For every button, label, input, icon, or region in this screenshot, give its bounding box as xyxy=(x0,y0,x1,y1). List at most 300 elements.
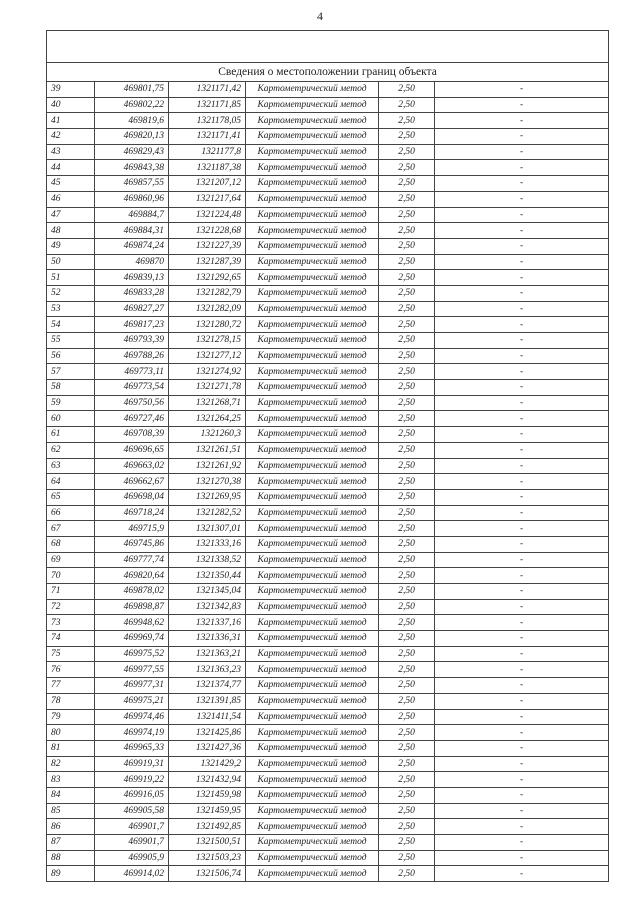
accuracy-cell: 2,50 xyxy=(379,819,435,835)
table-row xyxy=(47,411,609,427)
point-number-cell: 52 xyxy=(47,285,95,301)
table-row xyxy=(47,207,609,223)
table-row xyxy=(47,317,609,333)
point-number-cell: 79 xyxy=(47,709,95,725)
point-number-cell: 68 xyxy=(47,536,95,552)
point-number-cell: 74 xyxy=(47,631,95,647)
method-cell: Картометрический метод xyxy=(246,646,379,662)
method-cell: Картометрический метод xyxy=(246,568,379,584)
accuracy-cell: 2,50 xyxy=(379,646,435,662)
accuracy-cell: 2,50 xyxy=(379,850,435,866)
accuracy-cell: 2,50 xyxy=(379,458,435,474)
description-cell: - xyxy=(435,725,609,741)
point-number-cell: 45 xyxy=(47,176,95,192)
description-cell: - xyxy=(435,191,609,207)
coordinate-x-cell: 469817,23 xyxy=(95,317,169,333)
description-cell: - xyxy=(435,474,609,490)
coordinate-x-cell: 469696,65 xyxy=(95,442,169,458)
description-cell: - xyxy=(435,427,609,443)
coordinate-x-cell: 469827,27 xyxy=(95,301,169,317)
coordinate-y-cell: 1321492,85 xyxy=(169,819,246,835)
table-row xyxy=(47,270,609,286)
point-number-cell: 84 xyxy=(47,787,95,803)
method-cell: Картометрический метод xyxy=(246,819,379,835)
coordinate-x-cell: 469898,87 xyxy=(95,599,169,615)
description-cell: - xyxy=(435,709,609,725)
table-row xyxy=(47,552,609,568)
method-cell: Картометрический метод xyxy=(246,474,379,490)
accuracy-cell: 2,50 xyxy=(379,521,435,537)
table-header: Сведения о местоположении границ объекта xyxy=(47,63,609,82)
accuracy-cell: 2,50 xyxy=(379,536,435,552)
coordinate-y-cell: 1321374,77 xyxy=(169,678,246,694)
method-cell: Картометрический метод xyxy=(246,82,379,98)
table-row xyxy=(47,772,609,788)
table-row xyxy=(47,254,609,270)
point-number-cell: 69 xyxy=(47,552,95,568)
method-cell: Картометрический метод xyxy=(246,693,379,709)
accuracy-cell: 2,50 xyxy=(379,176,435,192)
accuracy-cell: 2,50 xyxy=(379,97,435,113)
description-cell: - xyxy=(435,442,609,458)
point-number-cell: 76 xyxy=(47,662,95,678)
coordinate-y-cell: 1321391,85 xyxy=(169,693,246,709)
method-cell: Картометрический метод xyxy=(246,552,379,568)
method-cell: Картометрический метод xyxy=(246,725,379,741)
description-cell: - xyxy=(435,160,609,176)
coordinate-y-cell: 1321277,12 xyxy=(169,348,246,364)
method-cell: Картометрический метод xyxy=(246,317,379,333)
table-row xyxy=(47,584,609,600)
accuracy-cell: 2,50 xyxy=(379,160,435,176)
table-row xyxy=(47,364,609,380)
point-number-cell: 82 xyxy=(47,756,95,772)
point-number-cell: 40 xyxy=(47,97,95,113)
point-number-cell: 87 xyxy=(47,835,95,851)
table-header-empty-row xyxy=(47,31,609,63)
point-number-cell: 70 xyxy=(47,568,95,584)
coordinate-y-cell: 1321342,83 xyxy=(169,599,246,615)
table-row xyxy=(47,176,609,192)
method-cell: Картометрический метод xyxy=(246,662,379,678)
point-number-cell: 60 xyxy=(47,411,95,427)
coordinate-y-cell: 1321459,98 xyxy=(169,787,246,803)
table-row xyxy=(47,521,609,537)
boundary-table xyxy=(46,30,609,882)
description-cell: - xyxy=(435,207,609,223)
accuracy-cell: 2,50 xyxy=(379,740,435,756)
table-row xyxy=(47,238,609,254)
accuracy-cell: 2,50 xyxy=(379,380,435,396)
coordinate-x-cell: 469833,28 xyxy=(95,285,169,301)
point-number-cell: 88 xyxy=(47,850,95,866)
method-cell: Картометрический метод xyxy=(246,191,379,207)
table-row xyxy=(47,709,609,725)
method-cell: Картометрический метод xyxy=(246,709,379,725)
coordinate-x-cell: 469820,64 xyxy=(95,568,169,584)
accuracy-cell: 2,50 xyxy=(379,505,435,521)
coordinate-x-cell: 469914,02 xyxy=(95,866,169,882)
coordinate-y-cell: 1321264,25 xyxy=(169,411,246,427)
coordinate-x-cell: 469773,11 xyxy=(95,364,169,380)
description-cell: - xyxy=(435,631,609,647)
method-cell: Картометрический метод xyxy=(246,270,379,286)
accuracy-cell: 2,50 xyxy=(379,631,435,647)
coordinate-y-cell: 1321271,78 xyxy=(169,380,246,396)
point-number-cell: 65 xyxy=(47,489,95,505)
coordinate-x-cell: 469919,31 xyxy=(95,756,169,772)
method-cell: Картометрический метод xyxy=(246,521,379,537)
point-number-cell: 49 xyxy=(47,238,95,254)
coordinate-y-cell: 1321411,54 xyxy=(169,709,246,725)
table-row xyxy=(47,160,609,176)
coordinate-y-cell: 1321425,86 xyxy=(169,725,246,741)
description-cell: - xyxy=(435,411,609,427)
description-cell: - xyxy=(435,740,609,756)
point-number-cell: 58 xyxy=(47,380,95,396)
method-cell: Картометрический метод xyxy=(246,536,379,552)
description-cell: - xyxy=(435,615,609,631)
description-cell: - xyxy=(435,678,609,694)
table-row xyxy=(47,489,609,505)
accuracy-cell: 2,50 xyxy=(379,223,435,239)
description-cell: - xyxy=(435,552,609,568)
coordinate-y-cell: 1321269,95 xyxy=(169,489,246,505)
point-number-cell: 72 xyxy=(47,599,95,615)
table-row xyxy=(47,850,609,866)
table-row xyxy=(47,144,609,160)
accuracy-cell: 2,50 xyxy=(379,803,435,819)
description-cell: - xyxy=(435,113,609,129)
accuracy-cell: 2,50 xyxy=(379,427,435,443)
coordinate-x-cell: 469843,38 xyxy=(95,160,169,176)
coordinate-x-cell: 469745,86 xyxy=(95,536,169,552)
point-number-cell: 42 xyxy=(47,129,95,145)
table-row xyxy=(47,97,609,113)
coordinate-x-cell: 469977,31 xyxy=(95,678,169,694)
method-cell: Картометрический метод xyxy=(246,97,379,113)
point-number-cell: 71 xyxy=(47,584,95,600)
page-number: 4 xyxy=(317,9,323,23)
table-row xyxy=(47,301,609,317)
point-number-cell: 77 xyxy=(47,678,95,694)
accuracy-cell: 2,50 xyxy=(379,678,435,694)
accuracy-cell: 2,50 xyxy=(379,191,435,207)
accuracy-cell: 2,50 xyxy=(379,552,435,568)
method-cell: Картометрический метод xyxy=(246,144,379,160)
accuracy-cell: 2,50 xyxy=(379,442,435,458)
method-cell: Картометрический метод xyxy=(246,442,379,458)
coordinate-x-cell: 469698,04 xyxy=(95,489,169,505)
table-row xyxy=(47,505,609,521)
description-cell: - xyxy=(435,270,609,286)
point-number-cell: 62 xyxy=(47,442,95,458)
point-number-cell: 55 xyxy=(47,333,95,349)
coordinate-x-cell: 469884,7 xyxy=(95,207,169,223)
table-row xyxy=(47,82,609,98)
method-cell: Картометрический метод xyxy=(246,129,379,145)
coordinate-y-cell: 1321261,92 xyxy=(169,458,246,474)
point-number-cell: 83 xyxy=(47,772,95,788)
coordinate-y-cell: 1321187,38 xyxy=(169,160,246,176)
description-cell: - xyxy=(435,458,609,474)
table-row xyxy=(47,756,609,772)
coordinate-x-cell: 469857,55 xyxy=(95,176,169,192)
method-cell: Картометрический метод xyxy=(246,395,379,411)
accuracy-cell: 2,50 xyxy=(379,835,435,851)
coordinate-x-cell: 469977,55 xyxy=(95,662,169,678)
description-cell: - xyxy=(435,835,609,851)
description-cell: - xyxy=(435,693,609,709)
accuracy-cell: 2,50 xyxy=(379,584,435,600)
table-row xyxy=(47,568,609,584)
description-cell: - xyxy=(435,489,609,505)
point-number-cell: 57 xyxy=(47,364,95,380)
method-cell: Картометрический метод xyxy=(246,364,379,380)
description-cell: - xyxy=(435,850,609,866)
accuracy-cell: 2,50 xyxy=(379,285,435,301)
coordinate-y-cell: 1321280,72 xyxy=(169,317,246,333)
coordinate-x-cell: 469801,75 xyxy=(95,82,169,98)
coordinate-x-cell: 469663,02 xyxy=(95,458,169,474)
coordinate-x-cell: 469870 xyxy=(95,254,169,270)
description-cell: - xyxy=(435,819,609,835)
accuracy-cell: 2,50 xyxy=(379,568,435,584)
point-number-cell: 51 xyxy=(47,270,95,286)
method-cell: Картометрический метод xyxy=(246,599,379,615)
coordinate-x-cell: 469975,52 xyxy=(95,646,169,662)
point-number-cell: 43 xyxy=(47,144,95,160)
header-top-cell xyxy=(47,31,609,63)
point-number-cell: 46 xyxy=(47,191,95,207)
coordinate-y-cell: 1321427,36 xyxy=(169,740,246,756)
description-cell: - xyxy=(435,129,609,145)
point-number-cell: 47 xyxy=(47,207,95,223)
coordinate-y-cell: 1321224,48 xyxy=(169,207,246,223)
table-row xyxy=(47,348,609,364)
accuracy-cell: 2,50 xyxy=(379,207,435,223)
method-cell: Картометрический метод xyxy=(246,348,379,364)
method-cell: Картометрический метод xyxy=(246,285,379,301)
table-row xyxy=(47,866,609,882)
description-cell: - xyxy=(435,521,609,537)
coordinate-x-cell: 469965,33 xyxy=(95,740,169,756)
accuracy-cell: 2,50 xyxy=(379,662,435,678)
coordinate-y-cell: 1321282,09 xyxy=(169,301,246,317)
point-number-cell: 53 xyxy=(47,301,95,317)
point-number-cell: 50 xyxy=(47,254,95,270)
description-cell: - xyxy=(435,787,609,803)
table-row xyxy=(47,599,609,615)
table-row xyxy=(47,129,609,145)
coordinate-y-cell: 1321500,51 xyxy=(169,835,246,851)
table-row xyxy=(47,740,609,756)
description-cell: - xyxy=(435,364,609,380)
accuracy-cell: 2,50 xyxy=(379,725,435,741)
coordinate-x-cell: 469662,67 xyxy=(95,474,169,490)
coordinate-x-cell: 469860,96 xyxy=(95,191,169,207)
table-row xyxy=(47,819,609,835)
point-number-cell: 89 xyxy=(47,866,95,882)
method-cell: Картометрический метод xyxy=(246,301,379,317)
coordinate-y-cell: 1321506,74 xyxy=(169,866,246,882)
table-row xyxy=(47,631,609,647)
coordinate-y-cell: 1321261,51 xyxy=(169,442,246,458)
coordinate-y-cell: 1321282,52 xyxy=(169,505,246,521)
table-row xyxy=(47,803,609,819)
description-cell: - xyxy=(435,568,609,584)
method-cell: Картометрический метод xyxy=(246,458,379,474)
method-cell: Картометрический метод xyxy=(246,254,379,270)
coordinate-y-cell: 1321503,23 xyxy=(169,850,246,866)
description-cell: - xyxy=(435,333,609,349)
method-cell: Картометрический метод xyxy=(246,850,379,866)
method-cell: Картометрический метод xyxy=(246,631,379,647)
method-cell: Картометрический метод xyxy=(246,678,379,694)
accuracy-cell: 2,50 xyxy=(379,129,435,145)
coordinate-y-cell: 1321429,2 xyxy=(169,756,246,772)
coordinate-y-cell: 1321350,44 xyxy=(169,568,246,584)
point-number-cell: 85 xyxy=(47,803,95,819)
accuracy-cell: 2,50 xyxy=(379,238,435,254)
accuracy-cell: 2,50 xyxy=(379,866,435,882)
description-cell: - xyxy=(435,285,609,301)
table-row xyxy=(47,678,609,694)
method-cell: Картометрический метод xyxy=(246,835,379,851)
coordinate-y-cell: 1321282,79 xyxy=(169,285,246,301)
method-cell: Картометрический метод xyxy=(246,505,379,521)
table-row xyxy=(47,191,609,207)
point-number-cell: 81 xyxy=(47,740,95,756)
accuracy-cell: 2,50 xyxy=(379,411,435,427)
table-row xyxy=(47,835,609,851)
coordinate-x-cell: 469829,43 xyxy=(95,144,169,160)
accuracy-cell: 2,50 xyxy=(379,317,435,333)
coordinate-y-cell: 1321171,42 xyxy=(169,82,246,98)
coordinate-x-cell: 469901,7 xyxy=(95,819,169,835)
coordinate-x-cell: 469820,13 xyxy=(95,129,169,145)
coordinate-y-cell: 1321227,39 xyxy=(169,238,246,254)
accuracy-cell: 2,50 xyxy=(379,113,435,129)
description-cell: - xyxy=(435,144,609,160)
accuracy-cell: 2,50 xyxy=(379,82,435,98)
accuracy-cell: 2,50 xyxy=(379,772,435,788)
accuracy-cell: 2,50 xyxy=(379,348,435,364)
description-cell: - xyxy=(435,254,609,270)
accuracy-cell: 2,50 xyxy=(379,395,435,411)
description-cell: - xyxy=(435,584,609,600)
table-row xyxy=(47,474,609,490)
coordinate-y-cell: 1321171,41 xyxy=(169,129,246,145)
method-cell: Картометрический метод xyxy=(246,238,379,254)
description-cell: - xyxy=(435,646,609,662)
point-number-cell: 80 xyxy=(47,725,95,741)
table-row xyxy=(47,285,609,301)
coordinate-y-cell: 1321363,21 xyxy=(169,646,246,662)
coordinate-x-cell: 469715,9 xyxy=(95,521,169,537)
table-row xyxy=(47,725,609,741)
description-cell: - xyxy=(435,395,609,411)
method-cell: Картометрический метод xyxy=(246,411,379,427)
method-cell: Картометрический метод xyxy=(246,866,379,882)
table-row xyxy=(47,536,609,552)
coordinate-x-cell: 469727,46 xyxy=(95,411,169,427)
accuracy-cell: 2,50 xyxy=(379,599,435,615)
accuracy-cell: 2,50 xyxy=(379,144,435,160)
description-cell: - xyxy=(435,505,609,521)
point-number-cell: 59 xyxy=(47,395,95,411)
point-number-cell: 66 xyxy=(47,505,95,521)
accuracy-cell: 2,50 xyxy=(379,474,435,490)
coordinate-y-cell: 1321260,3 xyxy=(169,427,246,443)
method-cell: Картометрический метод xyxy=(246,160,379,176)
coordinate-x-cell: 469905,9 xyxy=(95,850,169,866)
coordinate-x-cell: 469969,74 xyxy=(95,631,169,647)
table-row xyxy=(47,615,609,631)
coordinate-x-cell: 469975,21 xyxy=(95,693,169,709)
coordinate-x-cell: 469750,56 xyxy=(95,395,169,411)
point-number-cell: 86 xyxy=(47,819,95,835)
coordinate-x-cell: 469788,26 xyxy=(95,348,169,364)
coordinate-y-cell: 1321337,16 xyxy=(169,615,246,631)
method-cell: Картометрический метод xyxy=(246,756,379,772)
description-cell: - xyxy=(435,176,609,192)
point-number-cell: 67 xyxy=(47,521,95,537)
method-cell: Картометрический метод xyxy=(246,223,379,239)
point-number-cell: 48 xyxy=(47,223,95,239)
accuracy-cell: 2,50 xyxy=(379,254,435,270)
point-number-cell: 73 xyxy=(47,615,95,631)
coordinate-y-cell: 1321171,85 xyxy=(169,97,246,113)
method-cell: Картометрический метод xyxy=(246,772,379,788)
coordinate-x-cell: 469718,24 xyxy=(95,505,169,521)
description-cell: - xyxy=(435,82,609,98)
method-cell: Картометрический метод xyxy=(246,207,379,223)
coordinate-y-cell: 1321217,64 xyxy=(169,191,246,207)
coordinate-x-cell: 469802,22 xyxy=(95,97,169,113)
method-cell: Картометрический метод xyxy=(246,787,379,803)
point-number-cell: 78 xyxy=(47,693,95,709)
method-cell: Картометрический метод xyxy=(246,615,379,631)
coordinate-x-cell: 469901,7 xyxy=(95,835,169,851)
coordinate-y-cell: 1321336,31 xyxy=(169,631,246,647)
table-row xyxy=(47,442,609,458)
table-row xyxy=(47,380,609,396)
table-row xyxy=(47,693,609,709)
accuracy-cell: 2,50 xyxy=(379,787,435,803)
accuracy-cell: 2,50 xyxy=(379,270,435,286)
accuracy-cell: 2,50 xyxy=(379,333,435,349)
point-number-cell: 61 xyxy=(47,427,95,443)
table-row xyxy=(47,646,609,662)
coordinate-y-cell: 1321459,95 xyxy=(169,803,246,819)
description-cell: - xyxy=(435,662,609,678)
boundary-table-container xyxy=(46,30,608,882)
method-cell: Картометрический метод xyxy=(246,803,379,819)
coordinate-y-cell: 1321345,04 xyxy=(169,584,246,600)
point-number-cell: 75 xyxy=(47,646,95,662)
coordinate-x-cell: 469819,6 xyxy=(95,113,169,129)
accuracy-cell: 2,50 xyxy=(379,709,435,725)
table-row xyxy=(47,113,609,129)
description-cell: - xyxy=(435,380,609,396)
description-cell: - xyxy=(435,238,609,254)
description-cell: - xyxy=(435,317,609,333)
table-row xyxy=(47,223,609,239)
coordinate-y-cell: 1321228,68 xyxy=(169,223,246,239)
coordinate-y-cell: 1321432,94 xyxy=(169,772,246,788)
coordinate-x-cell: 469884,31 xyxy=(95,223,169,239)
